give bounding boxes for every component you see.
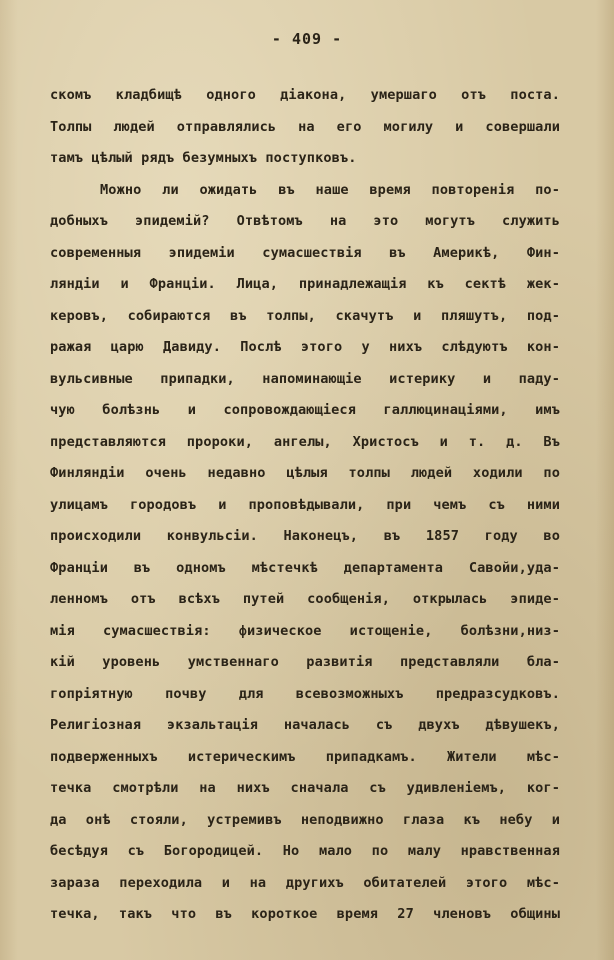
text-line: чую болѣзнь и сопровождающіеся галлюцинаціями, имъ — [50, 402, 560, 418]
text-line: ражая царю Давиду. Послѣ этого у нихъ слѣдуютъ кон- — [50, 339, 560, 355]
page-number: - 409 - — [271, 30, 343, 48]
text-line: вульсивные припадки, напоминающіе истерику и паду- — [50, 370, 560, 387]
text-line: тамъ цѣлый рядъ безумныхъ поступковъ. — [50, 150, 357, 166]
text-line: улицамъ городовъ и проповѣдывали, при чемъ съ ними — [50, 496, 560, 513]
text-line: ленномъ отъ всѣхъ путей сообщенія, открылась эпиде- — [50, 591, 560, 607]
text-line: кій уровень умственнаго развитія представляли бла- — [50, 654, 560, 670]
text-line: Можно ли ожидать въ наше время повторенія по- — [100, 181, 560, 198]
text-line: керовъ, собираются въ толпы, скачутъ и пляшутъ, под- — [50, 307, 560, 324]
text-line: современныя эпидеміи сумасшествія въ Америкѣ, Фин- — [50, 244, 560, 261]
text-line: подверженныхъ истерическимъ припадкамъ. Жители мѣс- — [50, 748, 560, 765]
text-line: скомъ кладбищѣ одного діакона, умершаго отъ поста. — [50, 87, 560, 103]
text-line: Религіозная экзальтація началась съ двухъ дѣвушекъ, — [50, 717, 560, 733]
text-line: зараза переходила и на другихъ обитателей этого мѣс- — [50, 874, 560, 891]
text-line: мія сумасшествія: физическое истощеніе, болѣзни,низ- — [50, 622, 560, 639]
text-line: течка, такъ что въ короткое время 27 членовъ общины — [50, 906, 560, 922]
text-line: ляндіи и Франціи. Лица, принадлежащія къ сектѣ жек- — [50, 276, 560, 292]
body-text — [50, 80, 560, 931]
text-line: происходили конвульсіи. Наконецъ, въ 1857 году во — [50, 528, 560, 544]
text-line: добныхъ эпидемій? Отвѣтомъ на это могутъ служить — [50, 213, 560, 229]
text-line: бесѣдуя съ Богородицей. Но мало по малу нравственная — [50, 843, 560, 859]
text-line: Толпы людей отправлялись на его могилу и совершали — [50, 118, 560, 135]
text-line: гопріятную почву для всевозможныхъ предразсудковъ. — [50, 685, 560, 702]
text-line: Финляндіи очень недавно цѣлыя толпы людей ходили по — [50, 465, 560, 481]
text-line: течка смотрѣли на нихъ сначала съ удивленіемъ, ког- — [50, 780, 560, 796]
text-line: Франціи въ одномъ мѣстечкѣ департамента Савойи,уда- — [50, 559, 560, 576]
text-line: представляются пророки, ангелы, Христосъ и т. д. Въ — [50, 433, 560, 450]
text-line: да онѣ стояли, устремивъ неподвижно глаза къ небу и — [50, 811, 560, 828]
